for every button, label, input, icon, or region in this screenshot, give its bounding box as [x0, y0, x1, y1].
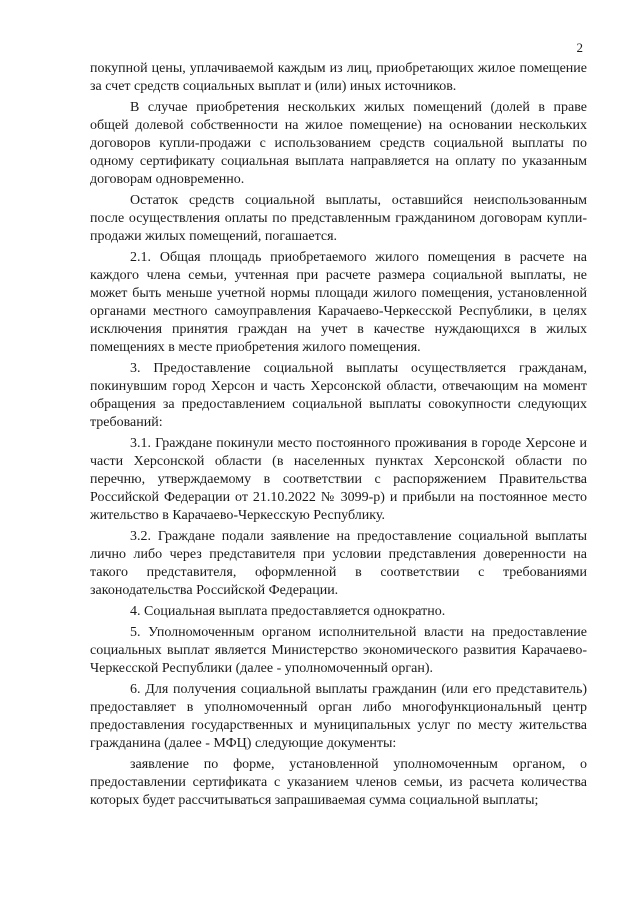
- paragraph: 5. Уполномоченным органом исполнительной власти на предоставление социальных выплат является Министерство экономического развития Карачаево-Черкесской Республики (далее - уполномоченный орган).: [90, 625, 587, 676]
- paragraph: 4. Социальная выплата предоставляется однократно.: [130, 604, 446, 619]
- paragraph: Остаток средств социальной выплаты, оставшийся неиспользованным после осуществления оплаты по представленным гражданином договорам купли-продажи жилых помещений, погашается.: [90, 193, 587, 244]
- paragraph: В случае приобретения нескольких жилых помещений (долей в праве общей долевой собственности на жилое помещение) на основании нескольких договоров купли-продажи с использованием средств социальной выплаты по одному сертификату социальная выплата направляется на оплату по указанным договорам одновременно.: [90, 100, 587, 187]
- paragraph: 2.1. Общая площадь приобретаемого жилого помещения в расчете на каждого члена семьи, учтенная при расчете размера социальной выплаты, не может быть меньше учетной нормы площади жилого помещения, установленной органами местного самоуправления Карачаево-Черкесской Республики, в целях исключения принятия граждан на учет в качестве нуждающихся в жилых помещениях в месте приобретения жилого помещения.: [90, 250, 587, 355]
- paragraph: 3.2. Граждане подали заявление на предоставление социальной выплаты лично либо через представителя при условии представления доверенности на такого представителя, оформленной в соответствии с требованиями законодательства Российской Федерации.: [90, 529, 587, 598]
- paragraph: покупной цены, уплачиваемой каждым из лиц, приобретающих жилое помещение за счет средств социальных выплат и (или) иных источников.: [90, 61, 587, 94]
- paragraph: 3. Предоставление социальной выплаты осуществляется гражданам, покинувшим город Херсон и часть Херсонской области, отвечающим на момент обращения за предоставлением социальной выплаты совокупности следующих требований:: [90, 361, 587, 430]
- paragraph: 6. Для получения социальной выплаты гражданин (или его представитель) предоставляет в уполномоченный орган либо многофункциональный центр предоставления государственных и муниципальных услуг по месту жительства гражданина (далее - МФЦ) следующие документы:: [90, 682, 587, 751]
- document-body: [90, 60, 587, 813]
- page-number: 2: [576, 40, 583, 55]
- paragraph: заявление по форме, установленной уполномоченным органом, о предоставлении сертификата с указанием членов семьи, из расчета количества которых будет рассчитываться запрашиваемая сумма социальной выплаты;: [90, 757, 587, 808]
- paragraph: 3.1. Граждане покинули место постоянного проживания в городе Херсоне и части Херсонской области (в населенных пунктах Херсонской области по перечню, утверждаемому в соответствии с распоряжением Правительства Российской Федерации от 21.10.2022 № 3099-р) и прибыли на постоянное место жительство в Карачаево-Черкесскую Республику.: [90, 436, 587, 523]
